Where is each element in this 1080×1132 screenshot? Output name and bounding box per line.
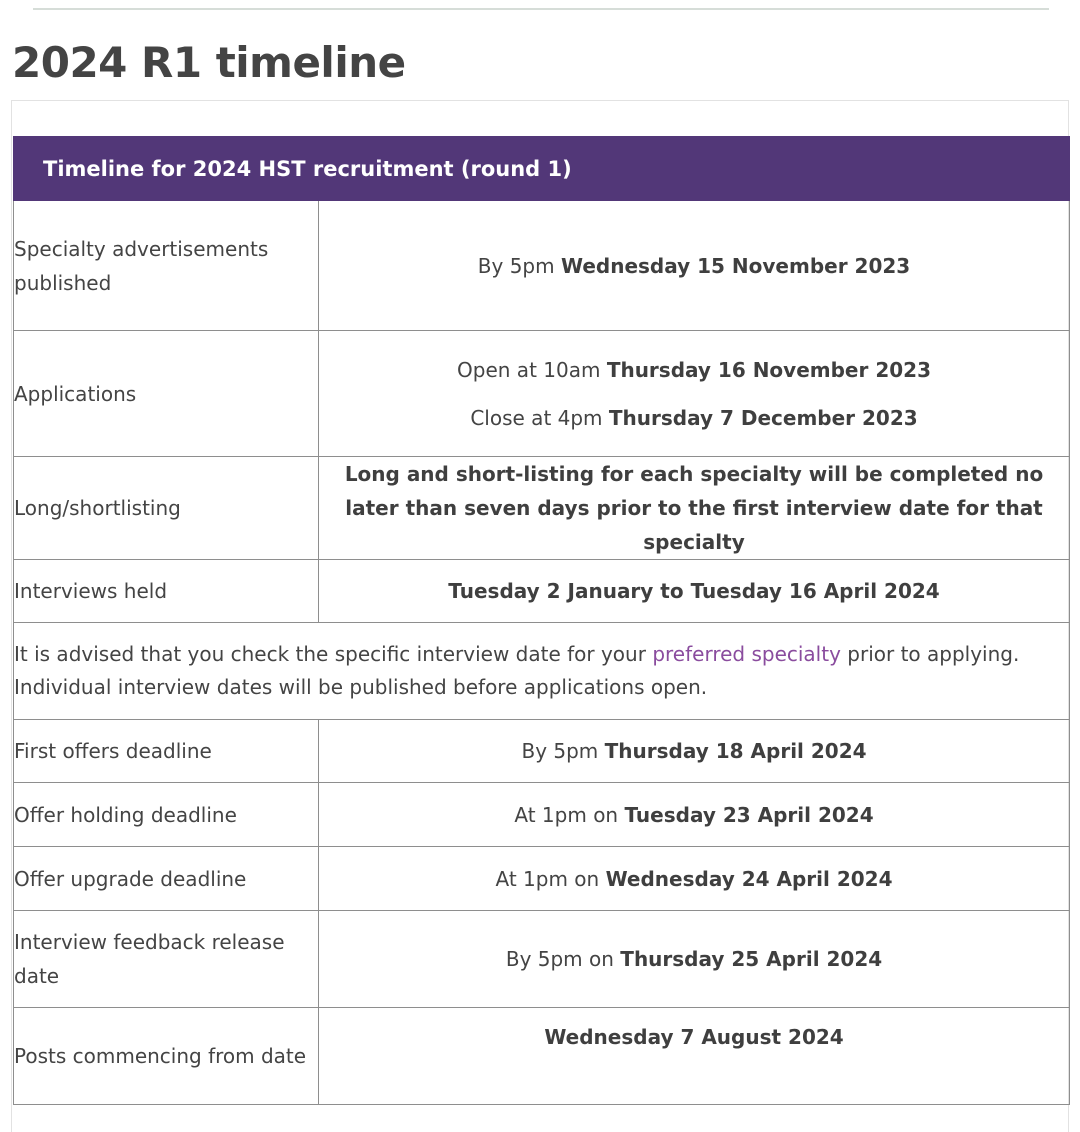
value-date: Tuesday 2 January to Tuesday 16 April 2024 bbox=[448, 579, 940, 603]
row-value bbox=[319, 560, 1070, 623]
row-value bbox=[319, 457, 1070, 560]
table-row-feedback bbox=[14, 911, 1070, 1008]
value-date: Tuesday 23 April 2024 bbox=[624, 802, 874, 827]
table-header-row bbox=[14, 137, 1070, 201]
row-label: Long/shortlisting bbox=[14, 457, 319, 560]
table-row-offer-holding bbox=[14, 783, 1070, 847]
table-row-interviews bbox=[14, 560, 1070, 623]
table-header: Timeline for 2024 HST recruitment (round 1) bbox=[14, 137, 1070, 201]
top-divider bbox=[33, 8, 1049, 10]
row-label: Applications bbox=[14, 331, 319, 457]
row-label: First offers deadline bbox=[14, 720, 319, 783]
row-value bbox=[319, 911, 1070, 1008]
table-row-advertisements bbox=[14, 201, 1070, 331]
applications-close-line bbox=[319, 394, 1069, 442]
timeline-table bbox=[13, 136, 1070, 1105]
row-label: Interview feedback release date bbox=[14, 911, 319, 1008]
table-row-posts bbox=[14, 1008, 1070, 1105]
row-value bbox=[319, 720, 1070, 783]
value-prefix: Open at 10am bbox=[457, 357, 607, 382]
row-value bbox=[319, 331, 1070, 457]
value-prefix: Close at 4pm bbox=[470, 405, 609, 430]
shortlisting-text: Long and short-listing for each specialty will be completed no later than seven days prior to the first interview date for that specialty bbox=[344, 462, 1044, 554]
value-prefix: By 5pm bbox=[521, 739, 605, 763]
value-date: Thursday 18 April 2024 bbox=[604, 739, 867, 763]
row-value bbox=[319, 1008, 1070, 1105]
applications-open-line bbox=[319, 346, 1069, 394]
page-title: 2024 R1 timeline bbox=[12, 38, 406, 87]
preferred-specialty-link[interactable]: preferred specialty bbox=[652, 642, 841, 666]
value-date: Thursday 16 November 2023 bbox=[606, 357, 931, 382]
advice-text-after: prior to applying. Individual interview dates will be published before applications open. bbox=[14, 642, 1020, 699]
row-label: Offer holding deadline bbox=[14, 783, 319, 847]
value-date: Wednesday 15 November 2023 bbox=[560, 253, 911, 278]
row-label: Posts commencing from date bbox=[14, 1008, 319, 1105]
value-date: Wednesday 24 April 2024 bbox=[605, 866, 893, 891]
advice-text-before: It is advised that you check the specific interview date for your bbox=[14, 642, 653, 666]
table-row-shortlisting bbox=[14, 457, 1070, 560]
table-row-advice bbox=[14, 623, 1070, 720]
value-date: Wednesday 7 August 2024 bbox=[544, 1025, 844, 1049]
table-row-applications bbox=[14, 331, 1070, 457]
row-label: Specialty advertisements published bbox=[14, 201, 319, 331]
advice-note bbox=[14, 623, 1070, 720]
value-date: Thursday 25 April 2024 bbox=[620, 947, 883, 971]
row-value bbox=[319, 201, 1070, 331]
value-date: Thursday 7 December 2023 bbox=[608, 405, 918, 430]
row-value bbox=[319, 847, 1070, 911]
row-value bbox=[319, 783, 1070, 847]
value-prefix: At 1pm on bbox=[495, 866, 606, 891]
value-prefix: By 5pm on bbox=[505, 947, 621, 971]
row-label: Interviews held bbox=[14, 560, 319, 623]
row-label: Offer upgrade deadline bbox=[14, 847, 319, 911]
value-prefix: At 1pm on bbox=[514, 802, 625, 827]
value-prefix: By 5pm bbox=[477, 253, 561, 278]
table-row-first-offers bbox=[14, 720, 1070, 783]
table-row-offer-upgrade bbox=[14, 847, 1070, 911]
